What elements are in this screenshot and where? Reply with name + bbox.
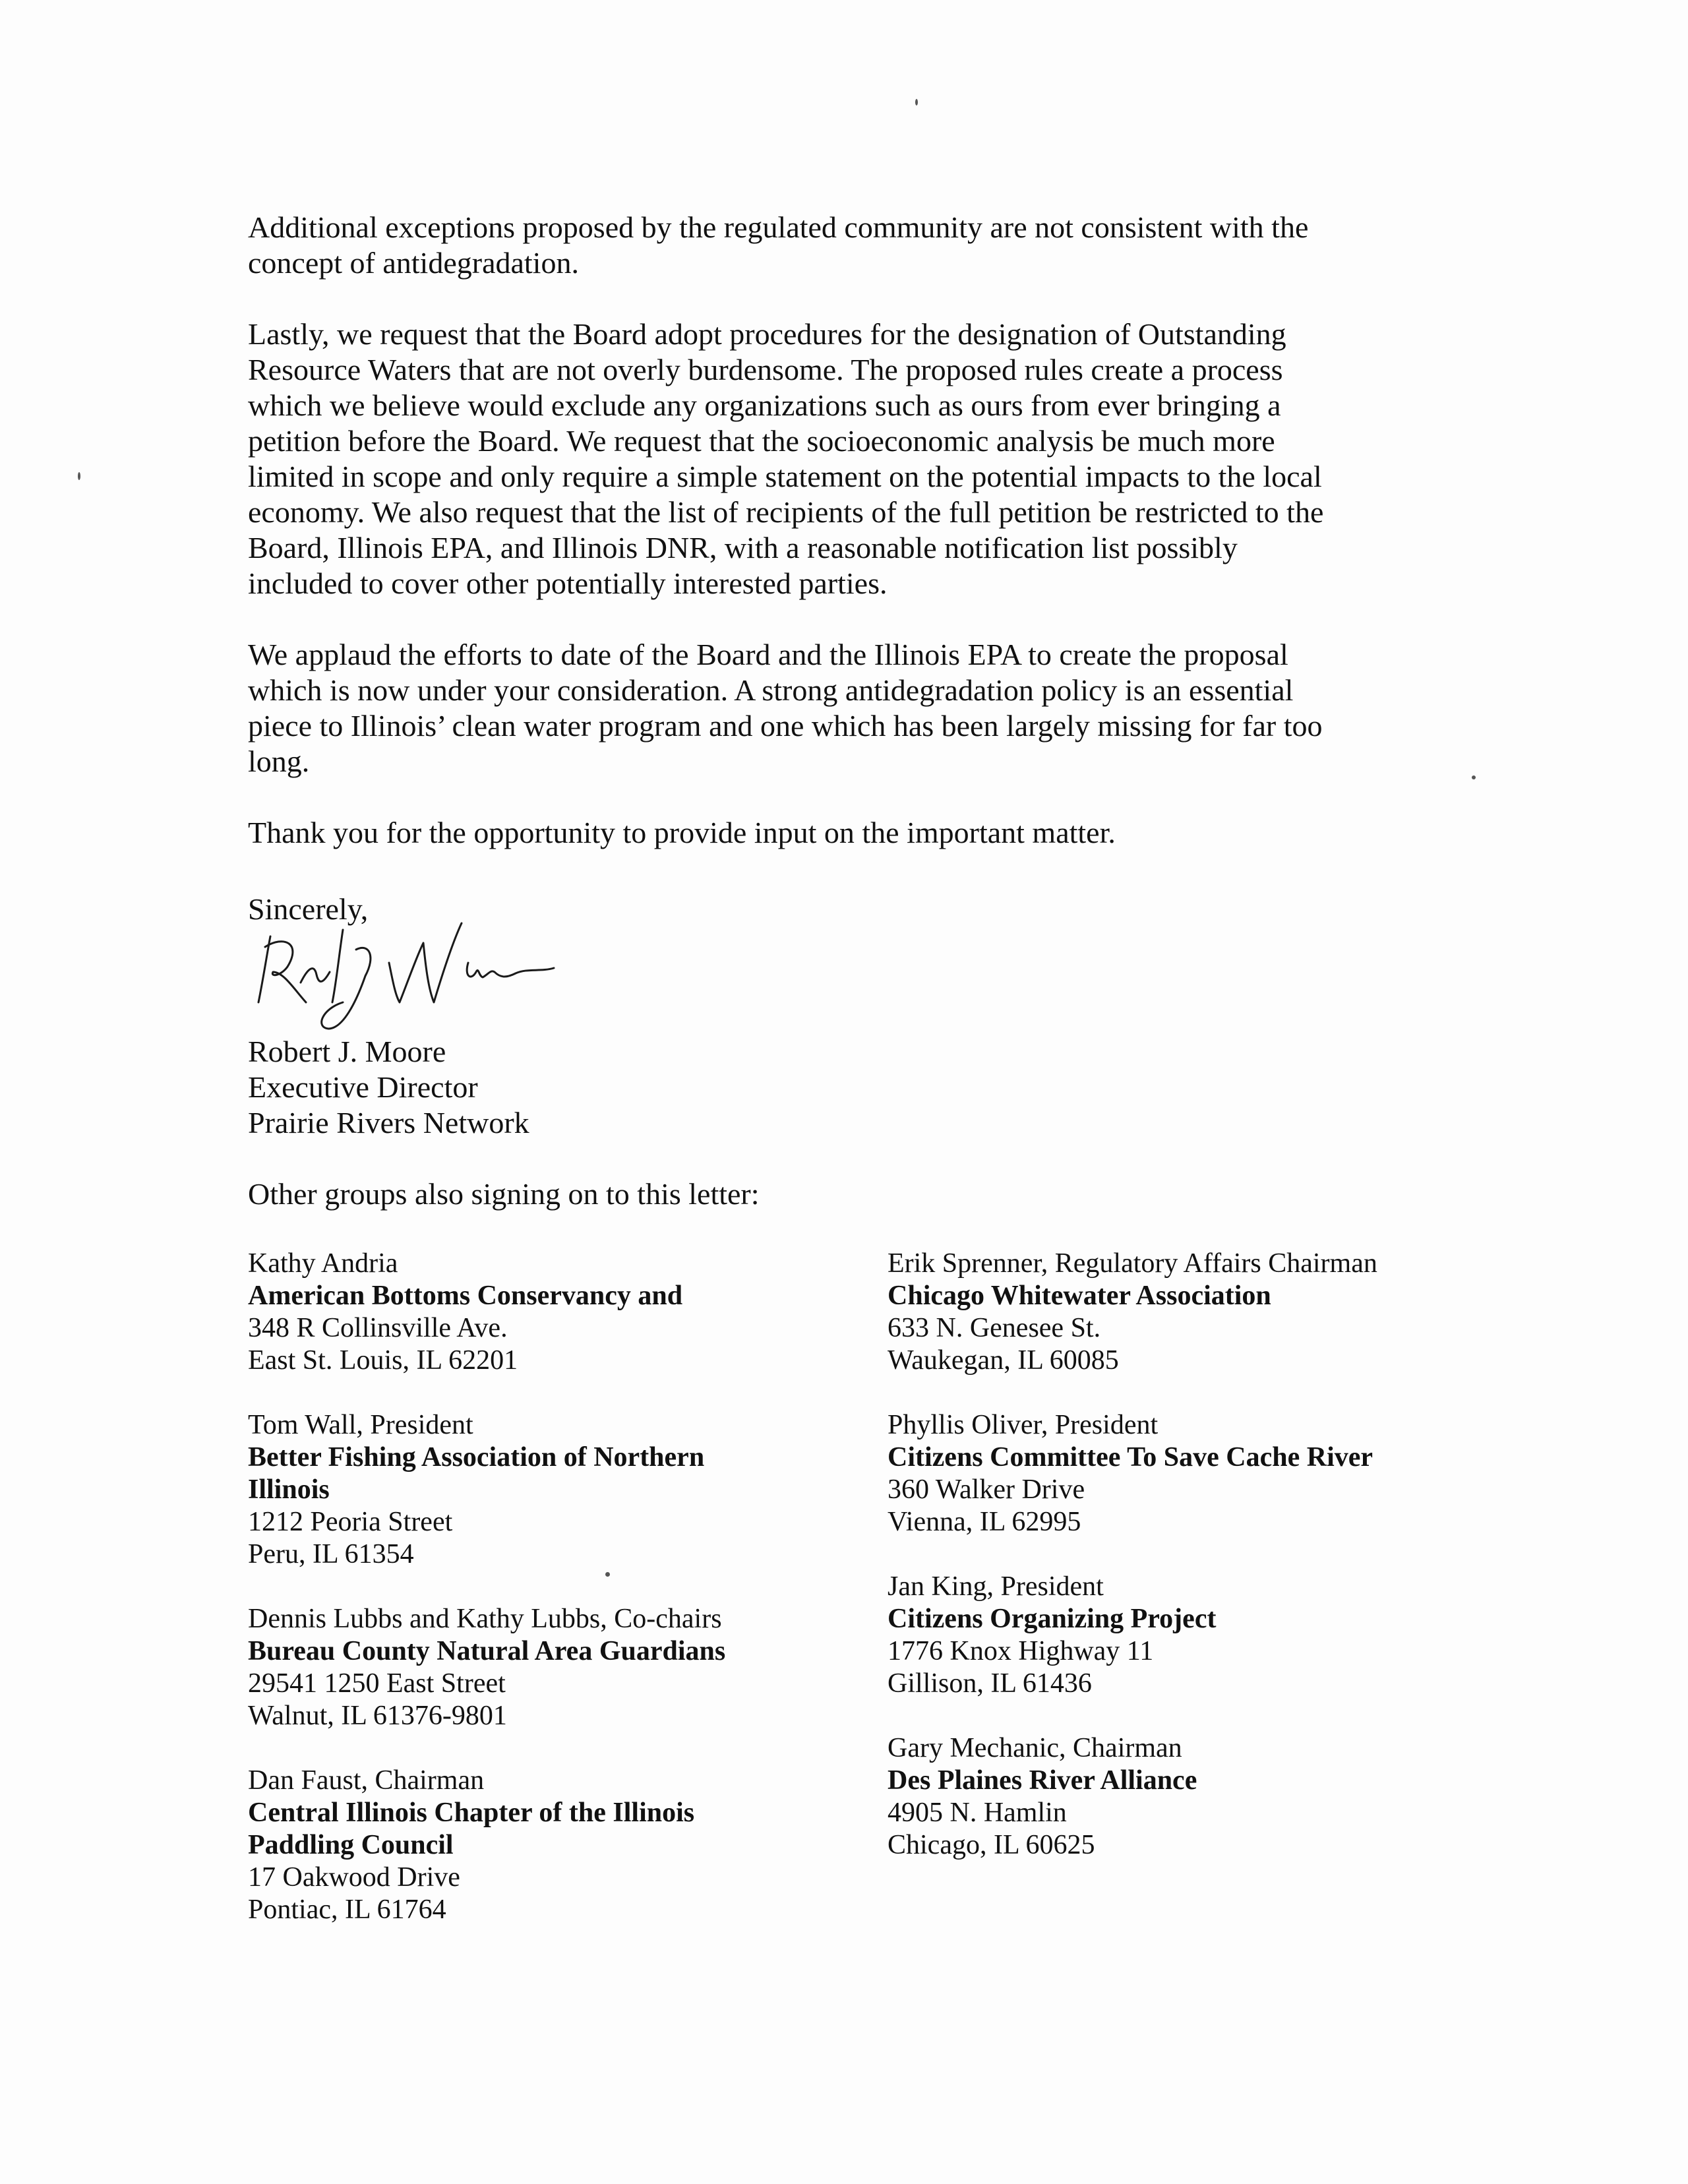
group-entry (248, 1248, 815, 1377)
group-contact: Dennis Lubbs and Kathy Lubbs, Co-chairs (248, 1604, 722, 1634)
group-contact: Kathy Andria (248, 1248, 398, 1279)
group-address-line: Waukegan, IL 60085 (888, 1345, 1119, 1376)
group-address-line: 1212 Peoria Street (248, 1507, 453, 1537)
group-address-line: 4905 N. Hamlin (888, 1798, 1067, 1828)
group-entry (888, 1732, 1455, 1862)
signer-organization: Prairie Rivers Network (248, 1106, 529, 1139)
group-address-line: Pontiac, IL 61764 (248, 1895, 446, 1925)
group-organization: Central Illinois Chapter of the Illinois Paddling Council (248, 1798, 695, 1860)
group-organization: Better Fishing Association of Northern Illinois (248, 1442, 705, 1505)
group-address-line: Walnut, IL 61376-9801 (248, 1701, 507, 1731)
signer-title: Executive Director (248, 1070, 478, 1104)
group-address-line: Peru, IL 61354 (248, 1539, 414, 1569)
body-paragraph: Thank you for the opportunity to provide input on the important matter. (248, 816, 1116, 849)
group-organization: Des Plaines River Alliance (888, 1765, 1197, 1796)
group-address-line: 360 Walker Drive (888, 1474, 1085, 1505)
body-paragraph: Lastly, we request that the Board adopt procedures for the designation of Outstanding Resource Waters that are not overly burdensome. The proposed rules create a process which we believe would exclude any organizations such as ours from ever bringing a petition before the Board. We request that the socioeconomic analysis be much more limited in scope and only require a simple statement on the potential impacts to the local economy. We also request that the list of recipients of the full petition be restricted to the Board, Illinois EPA, and Illinois DNR, with a reasonable notification list possibly included to cover other potentially interested parties. (248, 317, 1324, 600)
body-paragraph: We applaud the efforts to date of the Board and the Illinois EPA to create the proposal which is now under your consideration. A strong antidegradation policy is an essential piece to Illinois’ clean water program and one which has been largely missing for far too long. (248, 638, 1323, 778)
groups-column-left (248, 1248, 815, 1958)
group-address-line: Chicago, IL 60625 (888, 1830, 1095, 1860)
group-address-line: 17 Oakwood Drive (248, 1862, 460, 1893)
group-organization: Citizens Committee To Save Cache River (888, 1442, 1373, 1472)
letter-body (248, 210, 1428, 886)
group-entry (248, 1765, 815, 1926)
group-address-line: 29541 1250 East Street (248, 1668, 506, 1699)
signer-name: Robert J. Moore (248, 1035, 446, 1068)
group-organization: Bureau County Natural Area Guardians (248, 1636, 726, 1666)
group-contact: Dan Faust, Chairman (248, 1765, 485, 1796)
group-contact: Phyllis Oliver, President (888, 1410, 1159, 1440)
signature-block (248, 1034, 529, 1141)
group-contact: Gary Mechanic, Chairman (888, 1733, 1182, 1763)
group-entry (888, 1571, 1455, 1700)
group-entry (888, 1248, 1455, 1377)
group-organization: Chicago Whitewater Association (888, 1281, 1271, 1311)
group-organization: American Bottoms Conservancy and (248, 1281, 683, 1311)
group-entry (888, 1409, 1455, 1538)
salutation: Sincerely, (248, 892, 369, 926)
group-address-line: East St. Louis, IL 62201 (248, 1345, 518, 1376)
group-contact: Jan King, President (888, 1571, 1104, 1602)
group-entry (248, 1409, 815, 1571)
group-address-line: 1776 Knox Highway 11 (888, 1636, 1154, 1666)
group-entry (248, 1603, 815, 1732)
handwritten-signature (244, 903, 587, 1035)
group-address-line: 348 R Collinsville Ave. (248, 1313, 508, 1343)
group-address-line: Gillison, IL 61436 (888, 1668, 1092, 1699)
group-address-line: 633 N. Genesee St. (888, 1313, 1101, 1343)
scan-speck (78, 472, 80, 480)
scan-speck (1472, 775, 1476, 779)
groups-column-right (888, 1248, 1455, 1894)
body-paragraph: Additional exceptions proposed by the regulated community are not consistent with the concept of antidegradation. (248, 210, 1309, 280)
scan-speck (915, 99, 918, 106)
group-organization: Citizens Organizing Project (888, 1604, 1217, 1634)
group-address-line: Vienna, IL 62995 (888, 1507, 1081, 1537)
group-contact: Tom Wall, President (248, 1410, 473, 1440)
other-groups-heading: Other groups also signing on to this letter: (248, 1177, 760, 1211)
group-contact: Erik Sprenner, Regulatory Affairs Chairman (888, 1248, 1377, 1279)
